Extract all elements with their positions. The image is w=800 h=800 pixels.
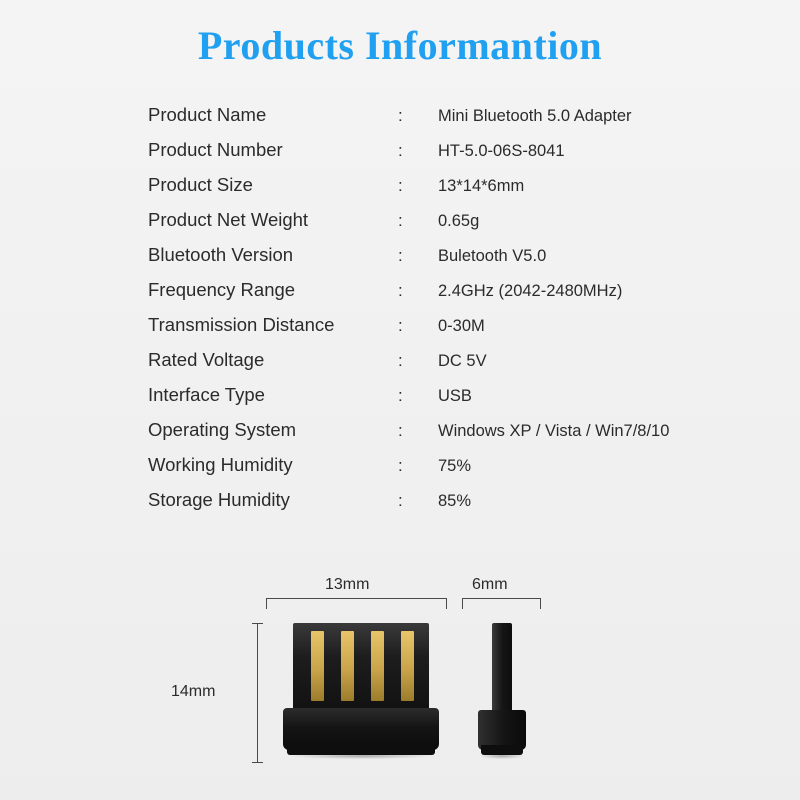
spec-value: USB: [438, 387, 472, 405]
product-side-view: [468, 623, 538, 763]
spec-value: 75%: [438, 457, 472, 475]
table-row: [148, 419, 708, 454]
drop-shadow: [289, 753, 433, 759]
spec-value: 0-30M: [438, 317, 485, 335]
table-row: [148, 489, 708, 524]
spec-separator: :: [398, 316, 403, 335]
spec-label: Product Net Weight: [148, 209, 309, 230]
spec-separator: :: [398, 491, 403, 510]
front-height-label: 14mm: [171, 683, 216, 700]
page-title: Products Informantion: [197, 23, 603, 68]
usb-connector-side: [492, 623, 512, 710]
usb-pin: [341, 631, 354, 701]
spec-separator: :: [398, 281, 403, 300]
spec-label: Product Size: [148, 174, 253, 195]
specification-table: [148, 104, 708, 524]
spec-value: DC 5V: [438, 352, 487, 370]
spec-label: Interface Type: [148, 384, 265, 405]
spec-separator: :: [398, 421, 403, 440]
usb-pin: [371, 631, 384, 701]
spec-separator: :: [398, 351, 403, 370]
spec-value: Windows XP / Vista / Win7/8/10: [438, 422, 670, 440]
spec-separator: :: [398, 246, 403, 265]
spec-label: Transmission Distance: [148, 314, 335, 335]
dimension-tick: [540, 598, 541, 609]
spec-separator: :: [398, 456, 403, 475]
table-row: [148, 174, 708, 209]
drop-shadow: [480, 753, 524, 759]
product-front-view: [283, 623, 439, 763]
adapter-body-front: [283, 708, 439, 750]
usb-connector-front: [293, 623, 429, 708]
usb-pin: [311, 631, 324, 701]
spec-value: 0.65g: [438, 212, 480, 230]
table-row: [148, 314, 708, 349]
spec-label: Bluetooth Version: [148, 244, 294, 265]
spec-value: Mini Bluetooth 5.0 Adapter: [438, 107, 632, 125]
spec-separator: :: [398, 176, 403, 195]
dimension-diagram: [0, 540, 800, 800]
spec-separator: :: [398, 141, 403, 160]
table-row: [148, 209, 708, 244]
spec-value: 13*14*6mm: [438, 177, 525, 195]
spec-value: 85%: [438, 492, 472, 510]
spec-separator: :: [398, 211, 403, 230]
spec-separator: :: [398, 386, 403, 405]
width-dimension-line-front: [266, 598, 446, 599]
table-row: [148, 454, 708, 489]
dimension-tick: [462, 598, 463, 609]
spec-label: Storage Humidity: [148, 489, 290, 510]
width-dimension-line-side: [462, 598, 540, 599]
table-row: [148, 139, 708, 174]
table-row: [148, 279, 708, 314]
table-row: [148, 349, 708, 384]
dimension-tick: [252, 623, 263, 624]
spec-label: Rated Voltage: [148, 349, 265, 370]
spec-label: Product Number: [148, 139, 283, 160]
side-width-label: 6mm: [472, 576, 508, 593]
spec-separator: :: [398, 106, 403, 125]
spec-value: HT-5.0-06S-8041: [438, 142, 565, 160]
spec-label: Working Humidity: [148, 454, 293, 475]
dimension-tick: [252, 762, 263, 763]
usb-pin: [401, 631, 414, 701]
spec-label: Frequency Range: [148, 279, 296, 300]
dimension-tick: [266, 598, 267, 609]
front-width-label: 13mm: [325, 576, 370, 593]
table-row: [148, 104, 708, 139]
dimension-tick: [446, 598, 447, 609]
spec-label: Product Name: [148, 104, 267, 125]
spec-label: Operating System: [148, 419, 297, 440]
table-row: [148, 244, 708, 279]
table-row: [148, 384, 708, 419]
spec-value: Buletooth V5.0: [438, 247, 547, 265]
spec-value: 2.4GHz (2042-2480MHz): [438, 282, 623, 300]
height-dimension-line: [257, 623, 258, 763]
adapter-body-side: [478, 710, 526, 750]
